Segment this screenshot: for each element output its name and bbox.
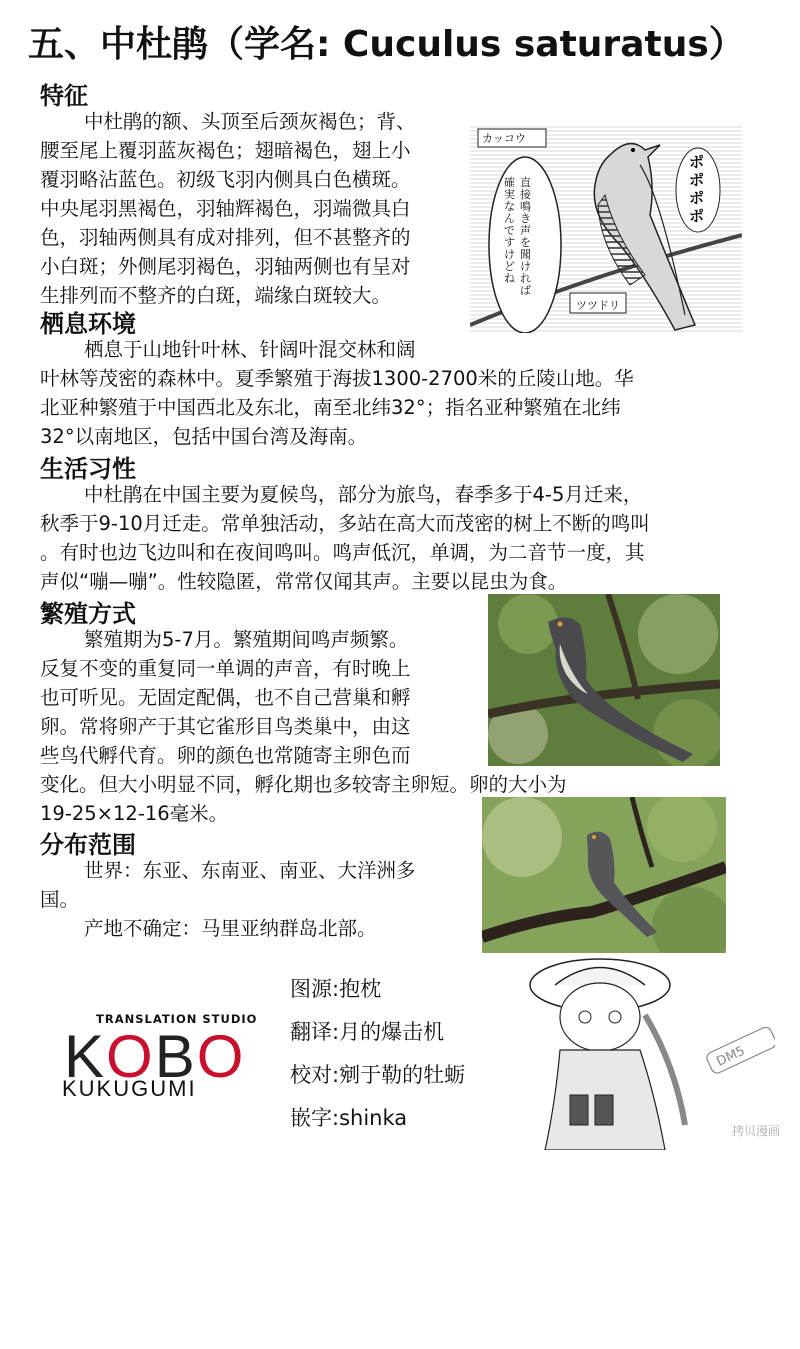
section-heading-features: 特征 [40,82,88,110]
text-line: 32°以南地区，包括中国台湾及海南。 [40,425,368,448]
text-line: 些鸟代孵代育。卵的颜色也常随寄主卵色而 [40,744,411,767]
text-line: 反复不变的重复同一单调的声音，有时晚上 [40,657,411,680]
bubble-text-2: 確実なんですけどね [504,176,515,285]
sfx-call: ポポポポ [689,153,705,225]
section-heading-range: 分布范围 [40,831,136,859]
section-heading-habits: 生活习性 [40,455,136,483]
section-heading-breeding: 繁殖方式 [40,600,136,628]
habitat-paragraph [40,335,634,451]
text-line: 栖息于山地针叶林、针阔叶混交林和阔 [84,338,416,361]
text-line: 世界：东亚、东南亚、南亚、大洋洲多 [84,859,416,882]
watermark: 拷贝漫画 [732,1124,781,1138]
text-line: 19-25×12-16毫米。 [40,802,229,825]
logo-kobo: KOBO [64,1023,246,1090]
text-line: 生排列而不整齐的白斑，端缘白斑较大。 [40,284,392,307]
sfx-label-top: カッコウ [482,132,526,145]
credit-proofread: 校对:剜于勒的牡蛎 [290,1063,466,1087]
bubble-text-1: 直接鳴き声を聞ければ [520,176,531,297]
text-line: 变化。但大小明显不同，孵化期也多较寄主卵短。卵的大小为 [40,773,567,796]
svg-text:DM5: DM5 [714,1043,748,1070]
credit-typeset: 嵌字:shinka [290,1106,408,1130]
text-line: 小白斑；外侧尾羽褐色，羽轴两侧也有呈对 [40,255,411,278]
text-line: 覆羽略沾蓝色。初级飞羽内侧具白色横斑。 [40,168,411,191]
range-paragraph [40,856,416,943]
section-heading-habitat: 栖息环境 [40,310,136,338]
text-line: 秋季于9-10月迁走。常单独活动，多站在高大而茂密的树上不断的鸣叫 [40,512,650,535]
text-line: 国。 [40,888,80,911]
page-title: 五、中杜鹃（学名: Cuculus saturatus） [28,24,745,65]
girl-with-binoculars-illustration [525,955,775,1150]
credit-translation: 翻译:月的爆击机 [290,1020,445,1044]
text-line: 叶林等茂密的森林中。夏季繁殖于海拔1300-2700米的丘陵山地。华 [40,367,634,390]
credit-source: 图源:抱枕 [290,977,382,1001]
text-line: 也可听见。无固定配偶，也不自己营巢和孵 [40,686,411,709]
cuckoo-photo-2 [482,797,726,953]
habits-paragraph [40,480,650,596]
text-line: 中央尾羽黑褐色，羽轴辉褐色，羽端微具白 [40,197,411,220]
cuckoo-photo-1 [488,594,720,766]
text-line: 卵。常将卵产于其它雀形目鸟类巢中，由这 [40,715,411,738]
logo-kukugumi: KUKUGUMI [62,1076,197,1101]
credits-block [290,968,465,1140]
text-line: 北亚种繁殖于中国西北及东北，南至北纬32°；指名亚种繁殖在北纬 [40,396,621,419]
text-line: 中杜鹃在中国主要为夏候鸟，部分为旅鸟，春季多于4-5月迁来， [84,483,643,506]
text-line: 。有时也边飞边叫和在夜间鸣叫。鸣声低沉，单调，为二音节一度，其 [40,541,645,564]
text-line: 声似“嘣—嘣”。性较隐匿，常常仅闻其声。主要以昆虫为食。 [40,570,568,593]
logo-studio-text: TRANSLATION STUDIO [96,1012,258,1026]
text-line: 产地不确定：马里亚纳群岛北部。 [84,917,377,940]
text-line: 腰至尾上覆羽蓝灰褐色；翅暗褐色，翅上小 [40,139,411,162]
manga-cuckoo-panel [470,125,742,333]
sfx-label-bottom: ツツドリ [576,299,620,312]
text-line: 中杜鹃的额、头顶至后颈灰褐色；背、 [84,110,416,133]
features-paragraph [40,107,416,310]
text-line: 色，羽轴两侧具有成对排列，但不甚整齐的 [40,226,411,249]
text-line: 繁殖期为5-7月。繁殖期间鸣声频繁。 [84,628,409,651]
